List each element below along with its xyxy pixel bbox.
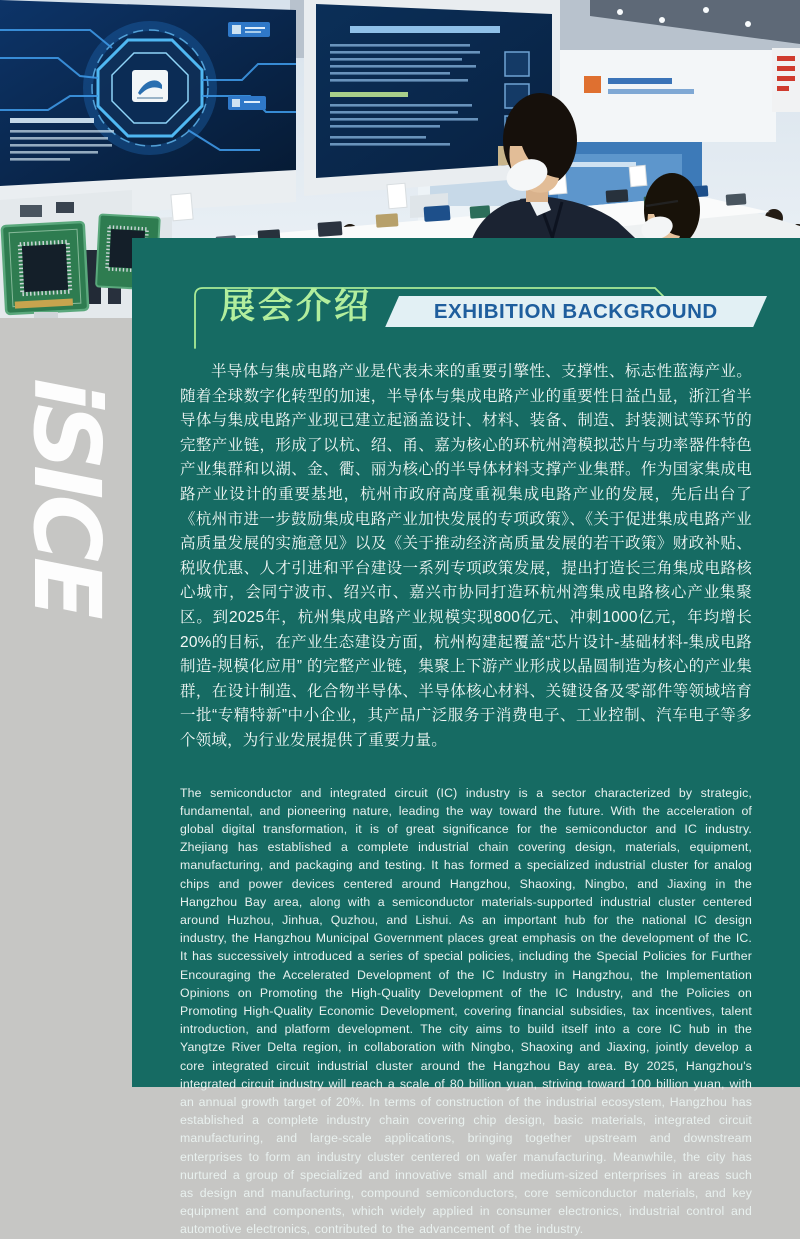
- section-title-en: EXHIBITION BACKGROUND: [434, 299, 719, 323]
- pcb-board-1: [2, 222, 88, 314]
- left-gutter: [0, 318, 132, 1087]
- intro-paragraph-zh: 半导体与集成电路产业是代表未来的重要引擎性、支撑性、标志性蓝海产业。随着全球数字化转型的加速，半导体与集成电路产业的重要性日益凸显，浙江省半导体与集成电路产业现已建立起涵盖设计、材料、装备、制造、封装测试等环节的完整产业链，形成了以杭、绍、甬、嘉为核心的环杭州湾模拟芯片与功率器件特色产业集群和以湖、金、衢、丽为核心的半导体材料支撑产业集群。作为国家集成电路产业设计的重要基地，杭州市政府高度重视集成电路产业的发展，先后出台了《杭州市进一步鼓励集成电路产业加快发展的专项政策》、《关于促进集成电路产业高质量发展的实施意见》以及《关于推动经济高质量发展的若干政策》财政补贴、税收优惠、人才引进和平台建设一系列专项政策发展，提出打造长三角集成电路核心城市，会同宁波市、绍兴市、嘉兴市协同打造环杭州湾集成电路核心产业集聚区。到2025年，杭州集成电路产业规模实现800亿元、冲刺1000亿元，年均增长20%的目标，在产业生态建设方面，杭州构建起覆盖“芯片设计-基础材料-集成电路制造-规模化应用” 的完整产业链，集聚上下游产业形成以晶圆制造为核心的产业集群，在设计制造、化合物半导体、半导体核心材料、关键设备及零部件等领域培育一批“专精特新”中小企业，其产品广泛服务于消费电子、工业控制、汽车电子等多个领域，为行业发展提供了重要力量。: [180, 363, 752, 749]
- section-title-band: [385, 296, 767, 327]
- section-header: [180, 284, 752, 344]
- exhibition-background-section: [132, 238, 800, 1237]
- isice-logo-watermark: iSICE: [13, 377, 120, 615]
- intro-paragraph-en: The semiconductor and integrated circuit (IC) industry is a sector characterized by strategic, fundamental, and pioneering nature, leading the way toward the future. With the acceleration of global digital transformation, it is of great significance for the semiconductor and IC industry. Zhejiang has established a complete industrial chain covering design, materials, equipment, manufacturing, and packaging and testing. It has formed a specialized industrial cluster for analog chips and power devices centered around Hangzhou, Shaoxing, Ningbo, and Jiaxing in the Hangzhou Bay area, along with a semiconductor materials-supported industrial cluster centered around Huzhou, Jinhua, Quzhou, and Lishui. As an important hub for the national IC design industry, the Hangzhou Municipal Government places great emphasis on the development of the IC. It has successively introduced a series of special policies, including the Special Policies for Further Encouraging the Accelerated Development of the IC Industry in Hangzhou, the Implementation Opinions on Promoting the High-Quality Development of the IC Industry, and the Policies on Promoting High-Quality Economic Development, covering financial subsidies, tax incentives, talent introduction, and platform development. The city aims to build itself into a core IC hub in the Yangtze River Delta region, in collaboration with Ningbo, Shaoxing and Jiaxing, jointly develop a core integrated circuit industrial cluster around the Hangzhou Bay area. By 2025, Hangzhou's integrated circuit industry will reach a scale of 80 billion yuan, striving toward 100 billion yuan, with an annual growth target of 20%. In terms of construction of the industrial ecosystem, Hangzhou has established a complete industry chain covering chip design, basic materials, integrated circuit manufacturing, and large-scale applications, bringing together upstream and downstream enterprises to form an industry cluster centered on wafer manufacturing. Meanwhile, the city has nurtured a group of specialized and innovative small and medium-sized enterprises in areas such as design and manufacturing, compound semiconductors, core semiconductor materials, and key equipment and components, which widely applied in consumer electronics, industrial control and automotive electronics, contributed to the advancement of the industry.: [180, 785, 752, 1237]
- section-title-zh: 展会介绍: [220, 287, 373, 326]
